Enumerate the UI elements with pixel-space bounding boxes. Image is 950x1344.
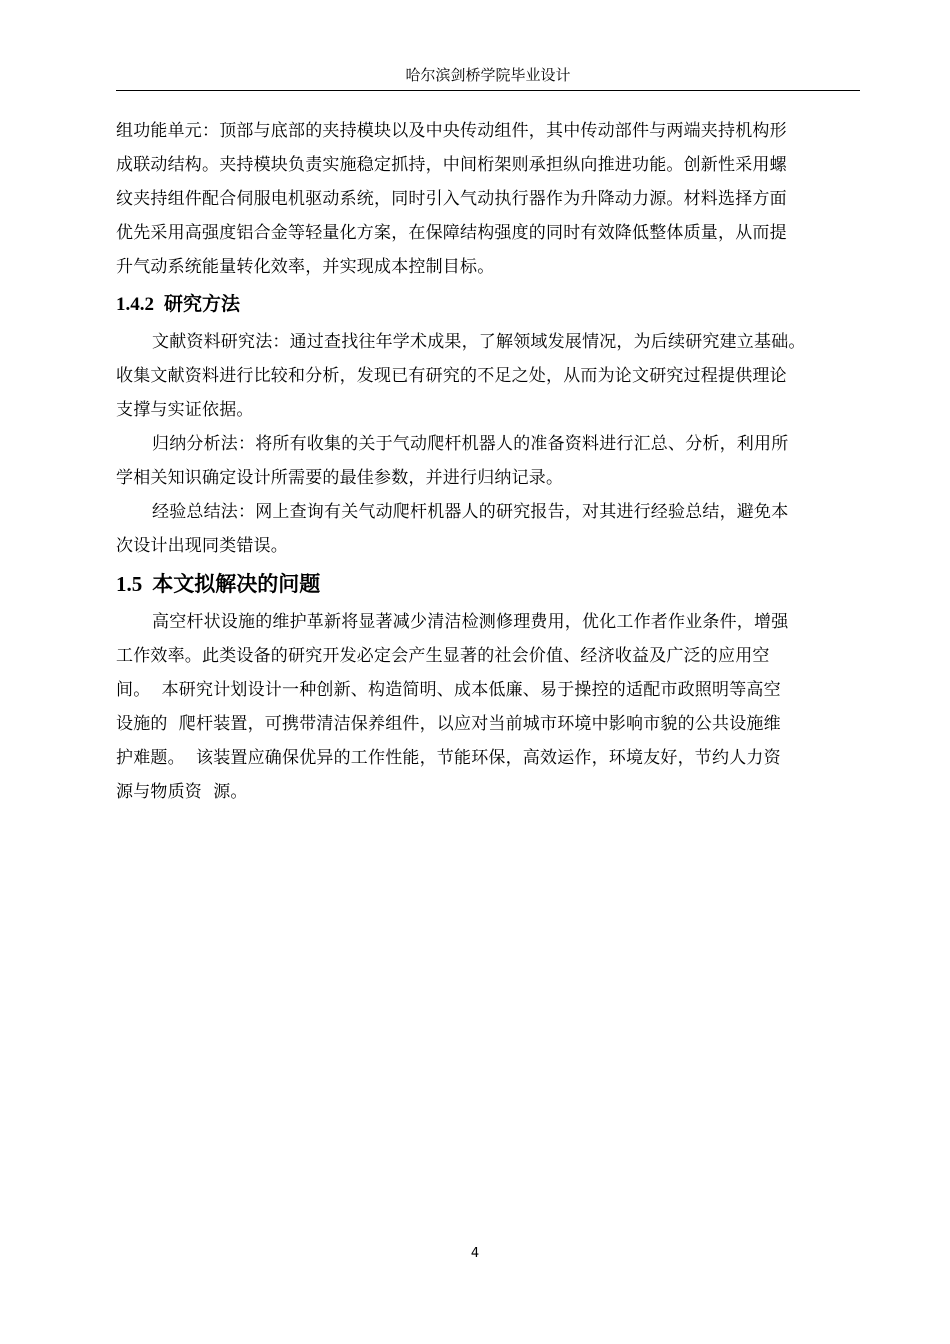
text-line: 高空杆状设施的维护革新将显著减少清洁检测修理费用，优化工作者作业条件，增强 [152,612,789,632]
text-line: 次设计出现同类错误。 [116,536,288,556]
text-line: 升气动系统能量转化效率，并实现成本控制目标。 [116,257,495,277]
intro-paragraph [116,114,860,284]
section-title: 本文拟解决的问题 [152,572,321,596]
text-line: 文献资料研究法：通过查找往年学术成果，了解领域发展情况，为后续研究建立基础。 [152,332,806,352]
text-line: 学相关知识确定设计所需要的最佳参数，并进行归纳记录。 [116,468,564,488]
document-body [116,114,860,809]
text-line: 源与物质资 源。 [116,782,248,802]
page-number: 4 [470,1246,480,1261]
text-line: 纹夹持组件配合伺服电机驱动系统，同时引入气动执行器作为升降动力源。材料选择方面 [116,189,787,209]
method-paragraph-literature [116,325,860,427]
text-line: 收集文献资料进行比较和分析，发现已有研究的不足之处，从而为论文研究过程提供理论 [116,366,787,386]
method-paragraph-experience [116,495,860,563]
text-line: 归纳分析法：将所有收集的关于气动爬杆机器人的准备资料进行汇总、分析，利用所 [152,434,789,454]
text-line: 经验总结法：网上查询有关气动爬杆机器人的研究报告，对其进行经验总结，避免本 [152,502,789,522]
section-heading-1-4-2 [116,284,860,325]
method-paragraph-induction [116,427,860,495]
section-number: 1.4.2 [116,294,154,315]
text-line: 间。 本研究计划设计一种创新、构造简明、成本低廉、易于操控的适配市政照明等高空 [116,680,781,700]
section-title: 研究方法 [164,293,241,315]
text-line: 设施的 爬杆装置，可携带清洁保养组件，以应对当前城市环境中影响市貌的公共设施维 [116,714,781,734]
text-line: 支撑与实证依据。 [116,400,254,420]
text-line: 工作效率。此类设备的研究开发必定会产生显著的社会价值、经济收益及广泛的应用空 [116,646,770,666]
section-heading-1-5 [116,563,860,605]
text-line: 护难题。 该装置应确保优异的工作性能，节能环保，高效运作，环境友好，节约人力资 [116,748,781,768]
text-line: 优先采用高强度铝合金等轻量化方案，在保障结构强度的同时有效降低整体质量，从而提 [116,223,787,243]
text-line: 成联动结构。夹持模块负责实施稳定抓持，中间桁架则承担纵向推进功能。创新性采用螺 [116,155,787,175]
section-number: 1.5 [116,572,143,596]
page-header [116,62,860,91]
header-title: 哈尔滨剑桥学院毕业设计 [405,66,571,84]
problem-paragraph [116,605,860,809]
text-line: 组功能单元：顶部与底部的夹持模块以及中央传动组件，其中传动部件与两端夹持机构形 [116,121,787,141]
